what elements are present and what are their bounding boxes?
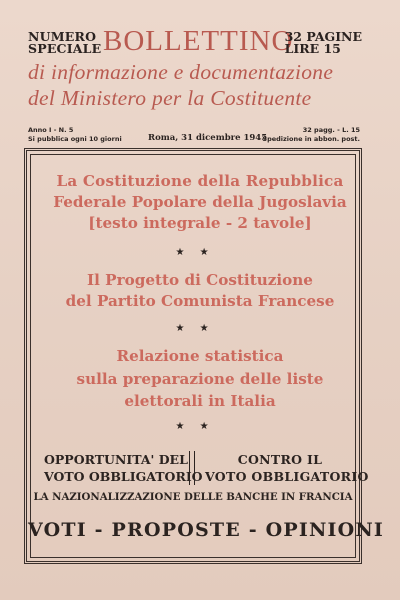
headline-1-line3: [testo integrale - 2 tavole] — [88, 214, 312, 232]
special-issue-label — [28, 29, 102, 56]
pages-price: 32 pagg. - L. 15 — [302, 126, 360, 134]
separator-stars: ★ ★ — [175, 323, 215, 334]
article-pro-compulsory-vote — [44, 451, 203, 485]
headline-1-line1: La Costituzione della Repubblica — [56, 172, 344, 190]
separator-stars: ★ ★ — [175, 421, 215, 432]
special-issue-line2: SPECIALE — [28, 41, 102, 56]
masthead-title: BOLLETTINO — [103, 25, 294, 57]
headline-1-line2: Federale Popolare della Jugoslavia — [53, 193, 347, 211]
price-label — [285, 31, 362, 55]
article-bank-nationalization: LA NAZIONALIZZAZIONE DELLE BANCHE IN FRANCIA — [33, 491, 353, 503]
closing-banner: VOTI - PROPOSTE - OPINIONI — [28, 519, 385, 541]
issue-info — [28, 126, 122, 143]
price-line1: 32 PAGINE — [284, 29, 362, 44]
column-divider — [189, 451, 195, 485]
masthead-subtitle-2: del Ministero per la Costituente — [28, 86, 312, 110]
shipping-note: Spedizione in abbon. post. — [262, 134, 360, 143]
headline-3-line3: elettorali in Italia — [124, 392, 276, 410]
article-against-line1: CONTRO IL — [237, 452, 323, 467]
headline-3-line1: Relazione statistica — [116, 347, 284, 365]
article-pro-line1: OPPORTUNITA' DEL — [44, 452, 188, 467]
shipping-info — [262, 126, 360, 143]
special-issue-line1: NUMERO — [28, 29, 97, 44]
article-against-compulsory-vote — [205, 451, 369, 485]
headline-2-line2: del Partito Comunista Francese — [65, 292, 335, 310]
place-date: Roma, 31 dicembre 1945 — [148, 133, 268, 143]
issue-number: Anno I - N. 5 — [28, 126, 74, 134]
headline-3-line2: sulla preparazione delle liste — [76, 370, 324, 388]
headline-2-line1: Il Progetto di Costituzione — [87, 271, 313, 289]
separator-stars: ★ ★ — [175, 247, 215, 258]
masthead-subtitle-1: di informazione e documentazione — [28, 60, 334, 84]
article-pro-line2: VOTO OBBLIGATORIO — [44, 469, 203, 484]
article-against-line2: VOTO OBBLIGATORIO — [205, 469, 369, 484]
price-line2: LIRE 15 — [284, 41, 341, 56]
issue-frequency: Si pubblica ogni 10 giorni — [28, 134, 122, 143]
